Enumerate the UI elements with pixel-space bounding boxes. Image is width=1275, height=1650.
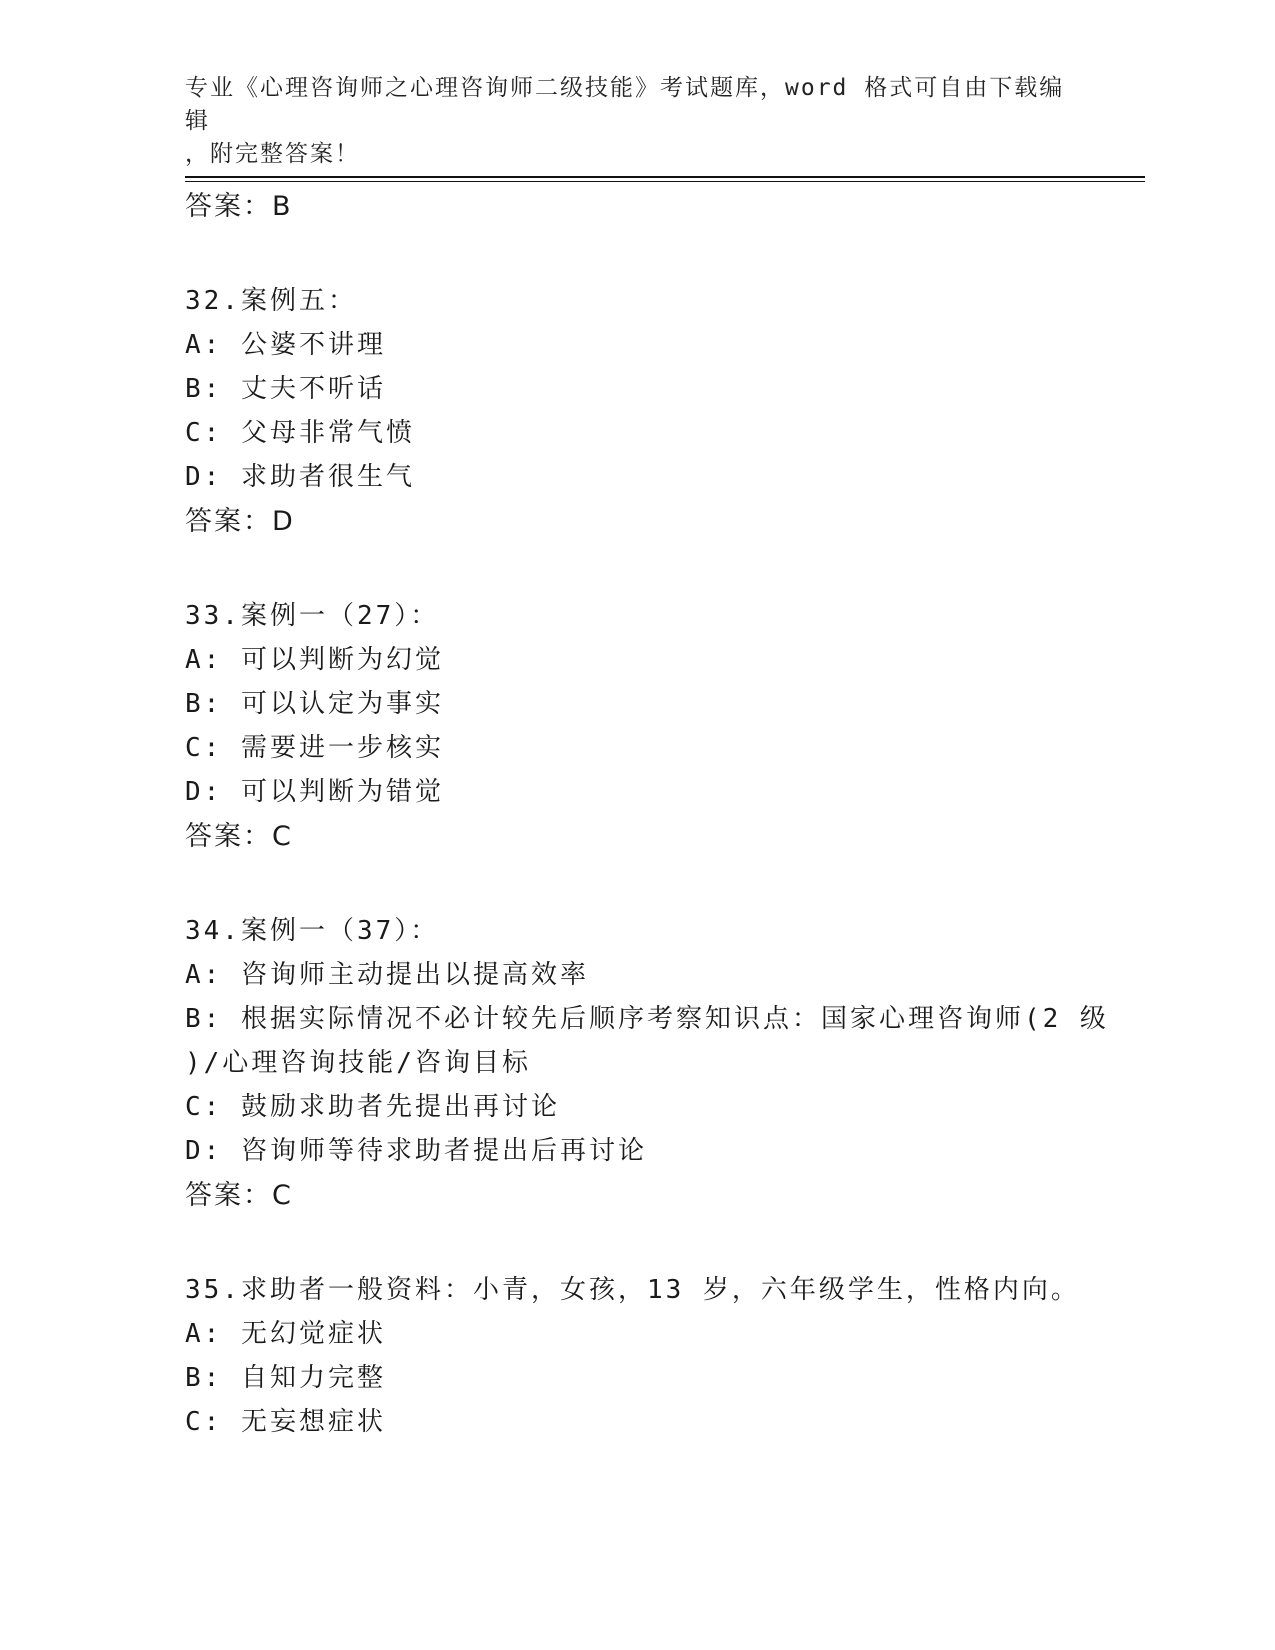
header-line-1: 专业《心理咨询师之心理咨询师二级技能》考试题库，word 格式可自由下载编辑 (185, 75, 1065, 134)
document-header (185, 72, 1085, 171)
header-line-2: ，附完整答案！ (185, 141, 360, 167)
question-32-option-b: B: 丈夫不听话 (185, 374, 386, 404)
question-34-stem: 34.案例一（37）： (185, 916, 440, 946)
question-35-option-c: C: 无妄想症状 (185, 1407, 386, 1437)
question-34-option-c: C: 鼓励求助者先提出再讨论 (185, 1092, 560, 1122)
question-34-option-b: B: 根据实际情况不必计较先后顺序考察知识点：国家心理咨询师(2 级 (185, 1004, 1109, 1034)
question-33-option-d: D: 可以判断为错觉 (185, 777, 444, 807)
question-32-option-c: C: 父母非常气愤 (185, 418, 415, 448)
answer-32: 答案：D (185, 506, 295, 537)
question-33-stem: 33.案例一（27）： (185, 601, 440, 631)
question-35-option-a: A: 无幻觉症状 (185, 1319, 386, 1349)
question-34-option-d: D: 咨询师等待求助者提出后再讨论 (185, 1136, 647, 1166)
question-33-option-b: B: 可以认定为事实 (185, 689, 444, 719)
header-rule-thick (185, 176, 1145, 178)
question-32-option-a: A: 公婆不讲理 (185, 330, 386, 360)
header-rule-thin (185, 181, 1145, 182)
question-32-option-d: D: 求助者很生气 (185, 462, 415, 492)
question-32-stem: 32.案例五： (185, 286, 357, 316)
answer-34: 答案：C (185, 1180, 293, 1211)
question-33-option-c: C: 需要进一步核实 (185, 733, 444, 763)
question-34-option-b-continued: )/心理咨询技能/咨询目标 (185, 1048, 531, 1078)
question-35-stem: 35.求助者一般资料：小青，女孩，13 岁，六年级学生，性格内向。 (185, 1275, 1080, 1305)
answer-33: 答案：C (185, 821, 293, 852)
answer-31: 答案：B (185, 191, 293, 222)
question-35-option-b: B: 自知力完整 (185, 1363, 386, 1393)
question-34-option-a: A: 咨询师主动提出以提高效率 (185, 960, 589, 990)
question-33-option-a: A: 可以判断为幻觉 (185, 645, 444, 675)
